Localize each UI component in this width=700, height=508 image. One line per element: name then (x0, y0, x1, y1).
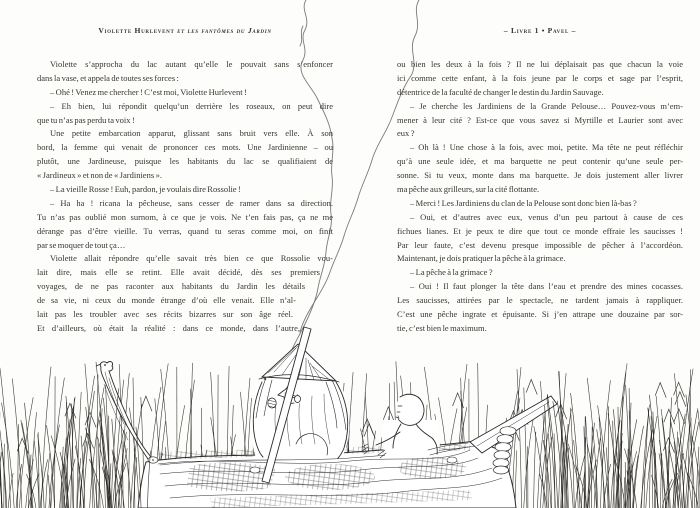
right-page (397, 26, 683, 336)
text-line: – Merci ! Les Jardiniens du clan de la Pelouse sont donc bien là-bas ? (410, 197, 637, 208)
text-line: Par leur faute, c’est devenu presque impossible de pêcher à l’accordéon. (397, 239, 683, 250)
text-line: plutôt, une Jardineuse, puisque les habitants du lac se qualifiaient de (37, 156, 333, 167)
text-line: ma pêche aux grilleurs, sur la cité flottante. (397, 184, 540, 195)
text-line: par se moquer de tout ça… (37, 239, 126, 250)
text-line: sonne. Si tu veux, monte dans ma barquette. Je dois justement aller livrer (397, 170, 683, 181)
text-line: – Eh bien, lui répondit quelqu’un derrière les roseaux, on peut dire (50, 100, 333, 111)
running-header-left (37, 26, 333, 36)
right-page-text (397, 58, 683, 336)
text-line: détentrice de la faculté de changer le destin du Jardin Sauvage. (397, 86, 604, 97)
text-line: – Oui, et d’autres avec eux, venus d’un peu partout à cause de ces (410, 211, 683, 222)
text-line: dérange pas d’être vieille. Tu verras, quand tu seras comme moi, on finit (37, 225, 333, 236)
text-line: Maintenant, je dois pratiquer la pêche à la grimace. (397, 253, 566, 264)
text-line: dans la vase, et appela de toutes ses forces : (37, 72, 179, 83)
text-line: Les saucisses, attirées par le spectacle, ne tardent jamais à rappliquer. (397, 295, 683, 306)
text-line: – La pêche à la grimace ? (410, 267, 493, 278)
text-line: – La vieille Rosse ! Euh, pardon, je voulais dire Rossolie ! (50, 184, 241, 195)
header-chapter-title: – Livre 1 • Pavel – (503, 26, 577, 35)
text-line: qu’à une seule idée, et ma barquette ne peut contenir qu’une seule per- (397, 156, 683, 167)
text-line: voyages, de ne pas raconter aux habitants du Jardin les détails (37, 281, 305, 292)
text-line: tie, c’est bien le maximum. (397, 322, 487, 333)
header-book-subtitle: et les fantômes du Jardin (177, 26, 272, 35)
text-line: « Jardineux » et non de « Jardiniens ». (37, 170, 162, 181)
text-line: – Oui ! Il faut plonger la tête dans l’eau et prendre des mines cocasses. (410, 281, 683, 292)
fisherwoman-hand (268, 398, 276, 408)
text-line: eux ? (397, 128, 415, 139)
text-line: Tu n’as pas oublié mon surnom, à ce que je vois. Ne t’en fais pas, ça ne me (37, 211, 333, 222)
prow-figurehead (96, 362, 158, 464)
left-page (37, 26, 333, 336)
running-header-right (397, 26, 683, 36)
text-line: ici comme cette enfant, à la fois jeune par le corps et sage par l’esprit, (397, 72, 683, 83)
text-line: Violette s’approcha du lac autant qu’elle le pouvait sans s’enfoncer (50, 59, 333, 69)
header-book-title: Violette Hurlevent (98, 26, 175, 35)
text-line: fichues lianes. Et je peux te dire que tout ce monde effraie les saucisses ! (397, 225, 683, 236)
text-line: lait dire, mais elle se retint. Elle avait décidé, dès ses premiers (37, 267, 320, 278)
text-line: de sa vie, ni ceux du monde étrange d’où elle venait. Elle n’al- (37, 295, 296, 306)
text-line: – Je cherche les Jardiniens de la Grande Pelouse… Pouvez-vous m’em- (410, 100, 683, 111)
text-line: ou bien les deux à la fois ? Il ne lui déplaisait pas que chacun la voie (397, 59, 683, 69)
text-line: Et d’ailleurs, où était la réalité : dans ce monde, dans l’autre, (37, 322, 300, 333)
text-line: – Ha ha ! ricana la pêcheuse, sans cesser de ramer dans sa direction. (50, 197, 333, 208)
text-line: que tu n’as pas perdu ta voix ! (37, 114, 135, 125)
text-line: bord, la femme qui venait de prononcer ces mots. Une Jardinienne – ou (37, 142, 333, 153)
text-line: mener à leur cité ? Est-ce que vous savez si Myrtille et Laurier sont avec (397, 114, 683, 125)
left-page-text (37, 58, 333, 336)
text-line: – Oh là ! Une chose à la fois, avec moi, petite. Ma tête ne peut réfléchir (410, 142, 683, 153)
text-line: – Ohé ! Venez me chercher ! C’est moi, Violette Hurlevent ! (50, 86, 247, 97)
text-line: lait pas les troubler avec ses récits bizarres sur son âge réel. (37, 309, 293, 320)
text-line: Une petite embarcation apparut, glissant sans bruit vers elle. À son (50, 128, 333, 139)
text-line: Violette allait répondre qu’elle savait très bien ce que Rossolie vou- (50, 253, 333, 264)
text-line: C’est une pêche ingrate et épuisante. Si j’en attrape une douzaine par sor- (397, 309, 683, 320)
